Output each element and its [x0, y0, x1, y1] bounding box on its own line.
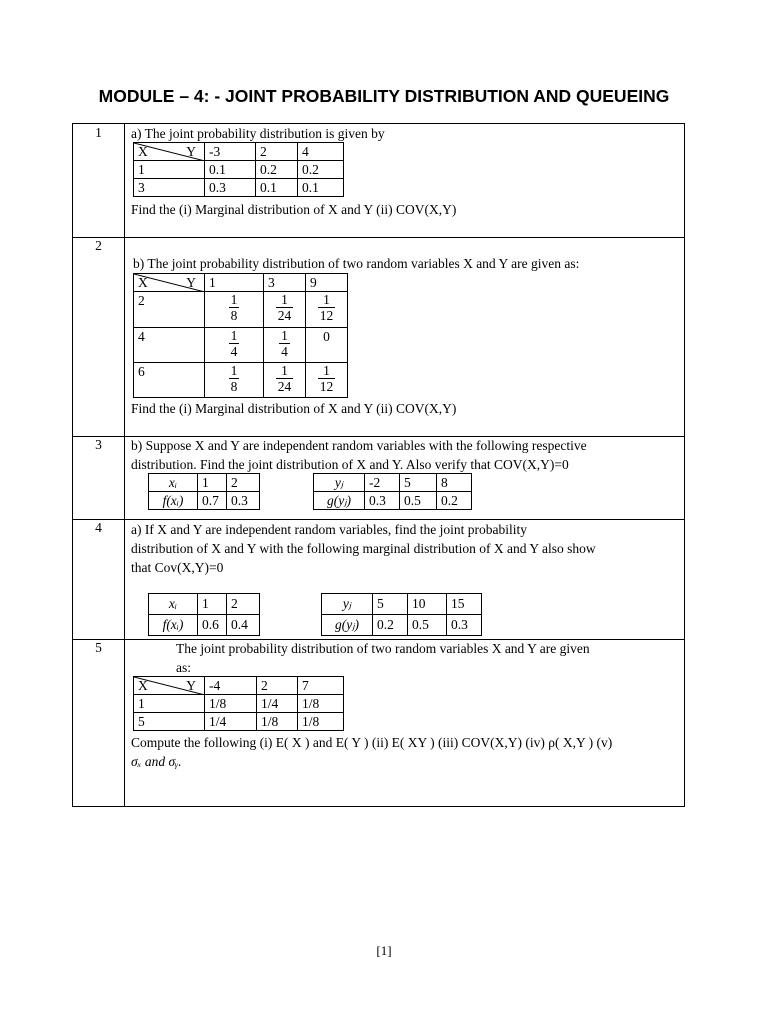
fraction: $\frac{1}{12}$: [319, 363, 334, 394]
problem-5-text-line-2: as:: [176, 660, 191, 675]
xy-header-cell: X Y: [134, 274, 205, 292]
problem-number: 2: [95, 238, 102, 253]
y-value: 10: [408, 594, 447, 615]
problem-4-y-distribution: [321, 593, 482, 636]
problem-3-text-line-2: distribution. Find the joint distribution of X and Y. Also verify that COV(X,Y)=0: [131, 457, 569, 472]
fxi-label: f(xᵢ): [149, 615, 198, 636]
problem-number: 5: [95, 640, 102, 655]
probability-cell: 0.2: [437, 492, 472, 510]
problem-5-text-line-1: The joint probability distribution of two random variables X and Y are given: [176, 641, 590, 656]
probability-cell: 1/8: [298, 695, 344, 713]
column-header: 1: [205, 274, 264, 292]
column-header: 4: [298, 143, 344, 161]
y-value: 15: [447, 594, 482, 615]
row-header: 2: [134, 292, 205, 328]
probability-cell: 0.4: [227, 615, 260, 636]
probability-cell: 0.2: [298, 161, 344, 179]
probability-cell: 0.1: [298, 179, 344, 197]
probability-cell: 0.1: [256, 179, 298, 197]
probability-cell: 1/8: [257, 713, 298, 731]
probability-cell: 0.6: [198, 615, 227, 636]
fraction: $\frac{1}{4}$: [230, 328, 238, 359]
gyj-label: g(yⱼ): [322, 615, 373, 636]
column-header: 2: [256, 143, 298, 161]
probability-cell: 0.3: [205, 179, 256, 197]
probability-cell: 1/8: [298, 713, 344, 731]
problem-2-joint-table: [133, 273, 348, 398]
row-divider: [73, 237, 684, 238]
x-value: 2: [227, 594, 260, 615]
yj-label: yⱼ: [314, 474, 365, 492]
y-value: 5: [400, 474, 437, 492]
column-header: 3: [264, 274, 306, 292]
yj-label: yⱼ: [322, 594, 373, 615]
fraction: $\frac{1}{4}$: [281, 328, 288, 359]
probability-cell: 1/4: [257, 695, 298, 713]
xy-header-cell: X Y: [134, 143, 205, 161]
problem-number: 1: [95, 125, 102, 140]
probability-cell: 1/8: [205, 695, 257, 713]
probability-cell: 0.2: [373, 615, 408, 636]
problem-number: 3: [95, 437, 102, 452]
fraction: $\frac{1}{12}$: [319, 292, 334, 323]
problem-1-joint-table: [133, 142, 344, 197]
row-header: 1: [134, 695, 205, 713]
gyj-label: g(yⱼ): [314, 492, 365, 510]
problem-2-intro: b) The joint probability distribution of two random variables X and Y are given as:: [133, 256, 580, 271]
problem-table: [72, 123, 685, 807]
probability-cell: 0.3: [447, 615, 482, 636]
page-number: [1]: [376, 943, 392, 958]
row-header: 5: [134, 713, 205, 731]
xy-header-cell: X Y: [134, 677, 205, 695]
problem-4-x-distribution: [148, 593, 260, 636]
column-header: 2: [257, 677, 298, 695]
probability-cell: 0: [306, 328, 348, 363]
column-header: 7: [298, 677, 344, 695]
problem-1-intro: a) The joint probability distribution is given by: [131, 126, 385, 141]
fxi-label: f(xᵢ): [149, 492, 198, 510]
y-value: 5: [373, 594, 408, 615]
xi-label: xᵢ: [149, 474, 198, 492]
column-header: -3: [205, 143, 256, 161]
problem-4-text-line-2: distribution of X and Y with the following marginal distribution of X and Y also show: [131, 541, 596, 556]
problem-number: 4: [95, 520, 102, 535]
probability-cell: 0.3: [365, 492, 400, 510]
problem-4-text-line-3: that Cov(X,Y)=0: [131, 560, 224, 575]
problem-1-question: Find the (i) Marginal distribution of X and Y (ii) COV(X,Y): [131, 202, 457, 217]
column-divider: [124, 124, 125, 806]
probability-cell: 0.3: [227, 492, 260, 510]
probability-cell: 0.5: [408, 615, 447, 636]
page-title: MODULE – 4: - JOINT PROBABILITY DISTRIBUTION AND QUEUEING: [98, 86, 670, 106]
problem-5-compute-line-2: σₓ and σᵧ.: [131, 754, 182, 769]
column-header: 9: [306, 274, 348, 292]
y-value: -2: [365, 474, 400, 492]
problem-2-question: Find the (i) Marginal distribution of X and Y (ii) COV(X,Y): [131, 401, 457, 416]
x-value: 1: [198, 474, 227, 492]
row-header: 3: [134, 179, 205, 197]
column-header: -4: [205, 677, 257, 695]
probability-cell: 0.7: [198, 492, 227, 510]
row-header: 6: [134, 363, 205, 398]
probability-cell: 0.5: [400, 492, 437, 510]
probability-cell: 0.1: [205, 161, 256, 179]
problem-5-compute-line-1: Compute the following (i) E( X ) and E( Y ) (ii) E( XY ) (iii) COV(X,Y) (iv) ρ( X,Y ) (v): [131, 735, 613, 750]
row-header: 4: [134, 328, 205, 363]
xi-label: xᵢ: [149, 594, 198, 615]
fraction: $\frac{1}{24}$: [277, 363, 292, 394]
problem-3-x-distribution: [148, 473, 260, 510]
problem-3-text-line-1: b) Suppose X and Y are independent random variables with the following respective: [131, 438, 587, 453]
row-header: 1: [134, 161, 205, 179]
fraction: $\frac{1}{8}$: [230, 363, 238, 394]
x-value: 1: [198, 594, 227, 615]
fraction: $\frac{1}{24}$: [277, 292, 292, 323]
x-value: 2: [227, 474, 260, 492]
probability-cell: 1/4: [205, 713, 257, 731]
problem-3-y-distribution: [313, 473, 472, 510]
problem-5-joint-table: [133, 676, 344, 731]
problem-4-text-line-1: a) If X and Y are independent random variables, find the joint probability: [131, 522, 527, 537]
y-value: 8: [437, 474, 472, 492]
fraction: $\frac{1}{8}$: [230, 292, 238, 323]
probability-cell: 0.2: [256, 161, 298, 179]
